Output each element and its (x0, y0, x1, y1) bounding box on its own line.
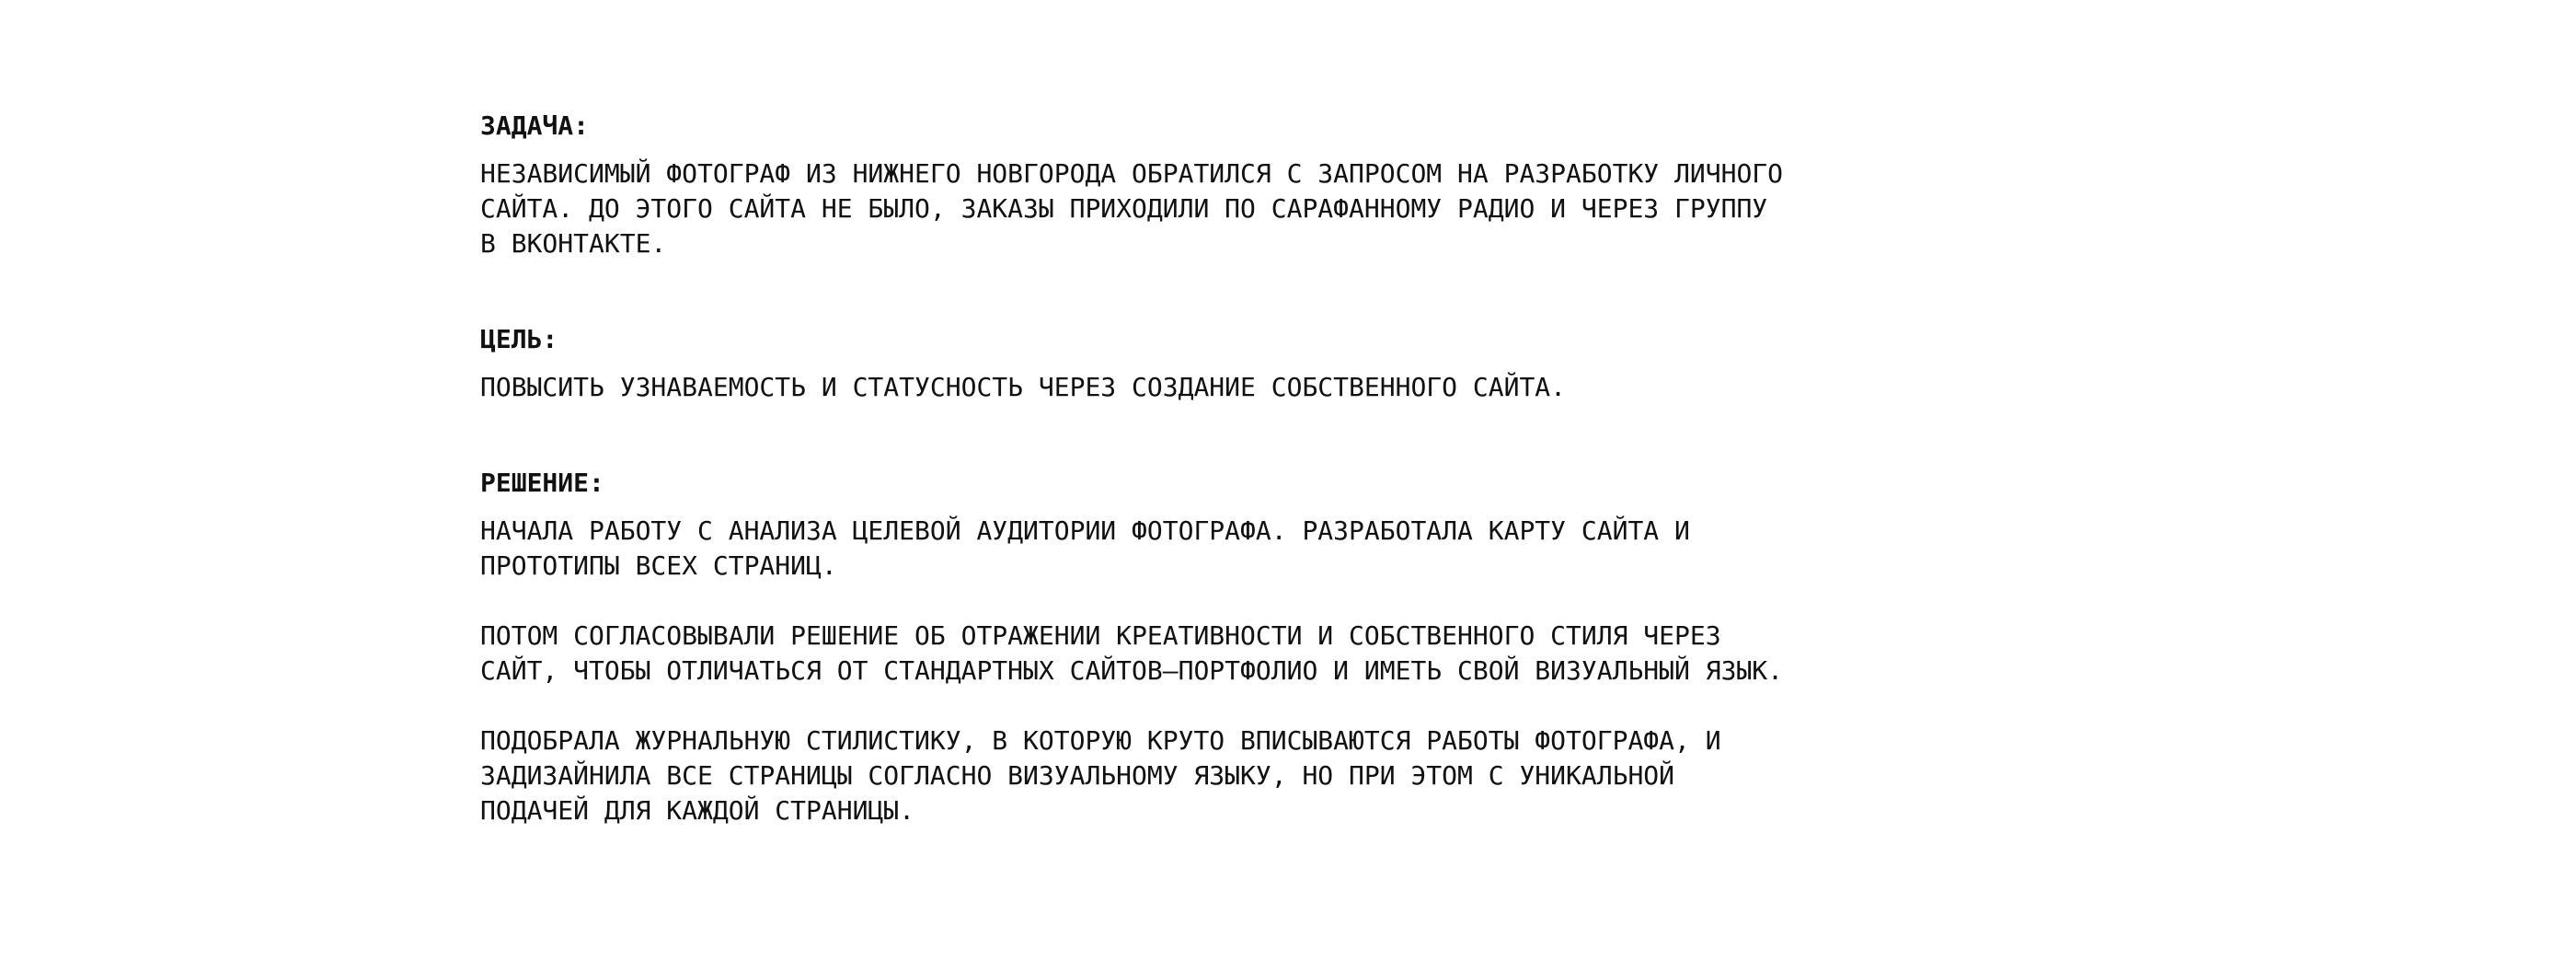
solution-paragraph-2: ПОТОМ СОГЛАСОВЫВАЛИ РЕШЕНИЕ ОБ ОТРАЖЕНИИ КРЕАТИВНОСТИ И СОБСТВЕННОГО СТИЛЯ ЧЕРЕЗ САЙТ, ЧТОБЫ ОТЛИЧАТЬСЯ ОТ СТАНДАРТНЫХ САЙТОВ–ПОРТФОЛИО И ИМЕТЬ СВОЙ ВИЗУАЛЬНЫЙ ЯЗЫК. (480, 620, 1784, 686)
task-heading: ЗАДАЧА: (480, 110, 590, 141)
task-paragraph: НЕЗАВИСИМЫЙ ФОТОГРАФ ИЗ НИЖНЕГО НОВГОРОДА ОБРАТИЛСЯ С ЗАПРОСОМ НА РАЗРАБОТКУ ЛИЧНОГО САЙТА. ДО ЭТОГО САЙТА НЕ БЫЛО, ЗАКАЗЫ ПРИХОДИЛИ ПО САРАФАННОМУ РАДИО И ЧЕРЕЗ ГРУППУ В ВКОНТАКТЕ. (480, 158, 1784, 259)
solution-paragraph-3: ПОДОБРАЛА ЖУРНАЛЬНУЮ СТИЛИСТИКУ, В КОТОРУЮ КРУТО ВПИСЫВАЮТСЯ РАБОТЫ ФОТОГРАФА, И ЗАДИЗАЙНИЛА ВСЕ СТРАНИЦЫ СОГЛАСНО ВИЗУАЛЬНОМУ ЯЗЫКУ, НО ПРИ ЭТОМ С УНИКАЛЬНОЙ ПОДАЧЕЙ ДЛЯ КАЖДОЙ СТРАНИЦЫ. (480, 725, 1721, 826)
case-study-text (480, 109, 1915, 828)
goal-section (480, 322, 1915, 405)
section-spacer (480, 261, 1915, 322)
goal-paragraph: ПОВЫСИТЬ УЗНАВАЕМОСТЬ И СТАТУСНОСТЬ ЧЕРЕЗ СОЗДАНИЕ СОБСТВЕННОГО САЙТА. (480, 372, 1567, 402)
paragraph-spacer (480, 584, 1915, 619)
solution-heading: РЕШЕНИЕ: (480, 468, 604, 498)
paragraph-spacer (480, 688, 1915, 723)
goal-heading: ЦЕЛЬ: (480, 324, 558, 354)
solution-paragraph-1: НАЧАЛА РАБОТУ С АНАЛИЗА ЦЕЛЕВОЙ АУДИТОРИИ ФОТОГРАФА. РАЗРАБОТАЛА КАРТУ САЙТА И ПРОТОТИПЫ ВСЕХ СТРАНИЦ. (480, 515, 1690, 581)
task-section (480, 109, 1915, 261)
solution-section (480, 466, 1915, 828)
section-spacer (480, 405, 1915, 466)
